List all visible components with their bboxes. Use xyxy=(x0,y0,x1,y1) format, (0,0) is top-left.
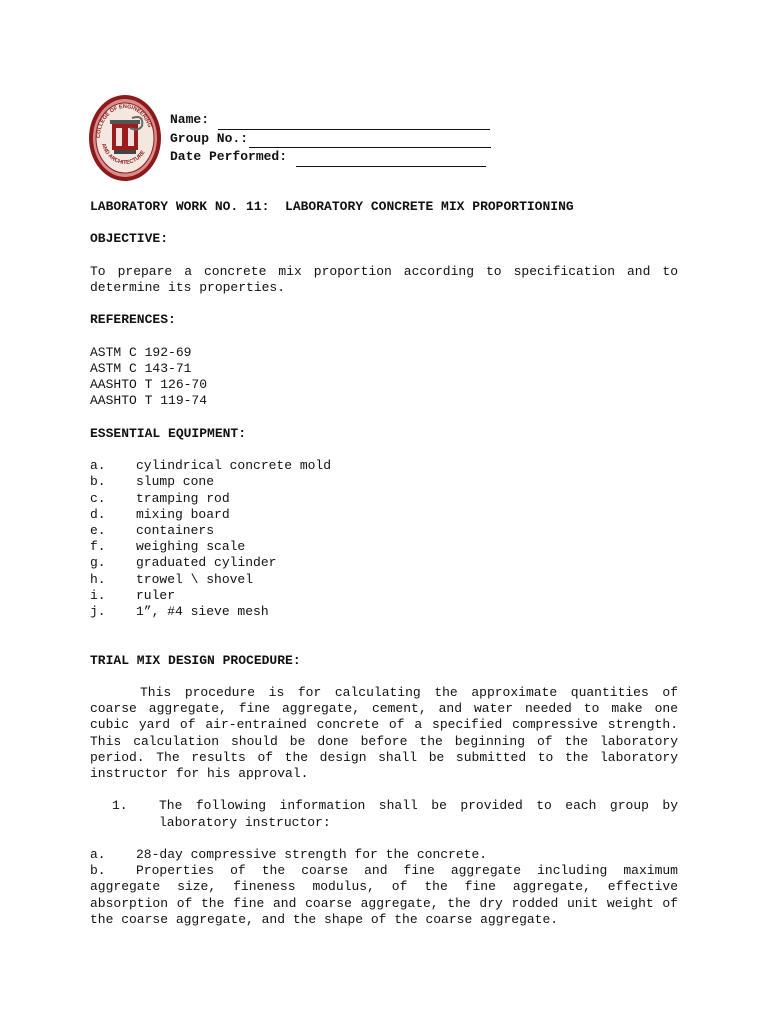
equipment-text: cylindrical concrete mold xyxy=(136,458,332,474)
student-info-header xyxy=(170,111,491,167)
date-field-line[interactable] xyxy=(296,153,486,167)
equipment-item xyxy=(90,474,678,490)
list-marker: e. xyxy=(90,522,106,538)
list-marker: c. xyxy=(90,490,106,506)
reference-item: AASHTO T 126-70 xyxy=(90,377,208,393)
list-marker: g. xyxy=(90,555,106,571)
svg-text:COLLEGE OF ENGINEERING: COLLEGE OF ENGINEERING xyxy=(95,103,153,139)
college-seal-logo xyxy=(88,94,162,182)
equipment-text: slump cone xyxy=(136,474,215,490)
list-marker: i. xyxy=(90,587,106,603)
procedure-sub-item xyxy=(90,847,678,863)
procedure-sub-item xyxy=(90,863,678,928)
equipment-item xyxy=(90,588,678,604)
list-marker: f. xyxy=(90,539,106,555)
equipment-item xyxy=(90,572,678,588)
group-label: Group No.: xyxy=(170,130,249,146)
equipment-text: mixing board xyxy=(136,506,230,522)
document-body xyxy=(90,199,678,928)
reference-item: AASHTO T 119-74 xyxy=(90,393,208,409)
reference-item: ASTM C 143-71 xyxy=(90,360,192,376)
group-row xyxy=(170,130,491,149)
name-row xyxy=(170,111,491,130)
list-marker: b. xyxy=(90,863,106,879)
equipment-item xyxy=(90,555,678,571)
equipment-text: graduated cylinder xyxy=(136,555,277,571)
procedure-heading: TRIAL MIX DESIGN PROCEDURE: xyxy=(90,652,301,668)
equipment-item xyxy=(90,604,678,620)
list-marker: h. xyxy=(90,571,106,587)
equipment-text: containers xyxy=(136,522,215,538)
equipment-text: tramping rod xyxy=(136,490,230,506)
list-marker: a. xyxy=(90,458,106,474)
group-field-line[interactable] xyxy=(249,134,491,148)
lab-title: LABORATORY WORK NO. 11: LABORATORY CONCRETE MIX PROPORTIONING xyxy=(90,199,574,214)
step-number: 1. xyxy=(112,798,128,814)
equipment-item xyxy=(90,523,678,539)
step-text: The following information shall be provided to each group by laboratory instructor: xyxy=(159,798,678,830)
reference-item: ASTM C 192-69 xyxy=(90,344,192,360)
references-heading: REFERENCES: xyxy=(90,312,176,328)
date-row xyxy=(170,148,491,167)
sub-item-text: Properties of the coarse and fine aggregate including maximum aggregate size, fineness modulus, of the fine aggregate, effective absorption of the fine and coarse aggregate, the dry rodded unit weight of the coarse aggregate, and the shape of the coarse aggregate. xyxy=(90,863,678,927)
equipment-item xyxy=(90,507,678,523)
equipment-text: ruler xyxy=(136,587,176,603)
equipment-heading: ESSENTIAL EQUIPMENT: xyxy=(90,425,247,441)
objective-text: To prepare a concrete mix proportion according to specification and to determine its properties. xyxy=(90,263,678,295)
date-label: Date Performed: xyxy=(170,149,288,164)
equipment-item xyxy=(90,458,678,474)
name-field-line[interactable] xyxy=(218,116,490,130)
svg-text:AND ARCHITECTURE: AND ARCHITECTURE xyxy=(100,142,147,167)
list-marker: b. xyxy=(90,474,106,490)
equipment-item xyxy=(90,539,678,555)
equipment-item xyxy=(90,491,678,507)
equipment-text: trowel \ shovel xyxy=(136,571,254,587)
procedure-intro: This procedure is for calculating the approximate quantities of coarse aggregate, fine aggregate, cement, and water needed to make one cubic yard of air-entrained concrete of a specified compressive strength. This calculation should be done before the beginning of the laboratory period. The results of the design shall be submitted to the laboratory instructor for his approval. xyxy=(90,684,678,781)
equipment-text: 1”, #4 sieve mesh xyxy=(136,603,269,619)
sub-item-text: 28-day compressive strength for the concrete. xyxy=(136,846,488,862)
objective-heading: OBJECTIVE: xyxy=(90,231,169,247)
list-marker: d. xyxy=(90,506,106,522)
procedure-step xyxy=(90,798,678,830)
list-marker: j. xyxy=(90,603,106,619)
list-marker: a. xyxy=(90,846,106,862)
equipment-text: weighing scale xyxy=(136,539,246,555)
name-label: Name: xyxy=(170,112,210,127)
